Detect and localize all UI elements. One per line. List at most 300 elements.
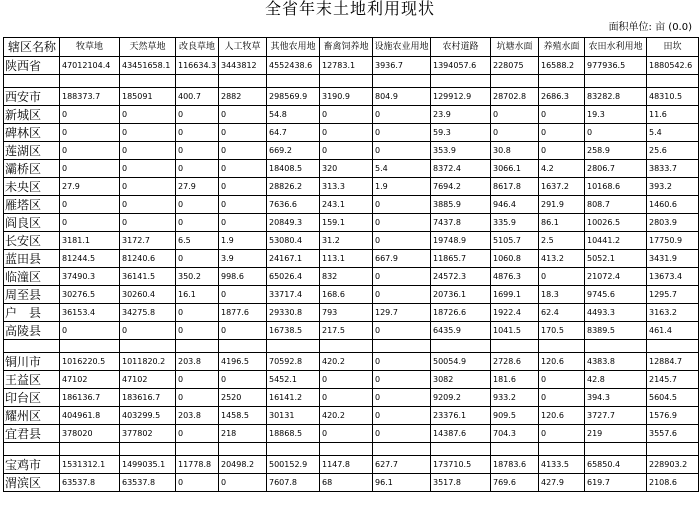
- table-row: [4, 371, 699, 389]
- value-cell: 7694.2: [431, 178, 491, 196]
- value-cell: 11778.8: [176, 456, 219, 474]
- empty-cell: [320, 340, 373, 353]
- value-cell: 16588.2: [539, 57, 585, 75]
- value-cell: 0: [539, 268, 585, 286]
- region-name-cell: 印台区: [4, 389, 60, 407]
- value-cell: 704.3: [491, 425, 539, 443]
- value-cell: 3.9: [219, 250, 267, 268]
- value-cell: 0: [176, 160, 219, 178]
- value-cell: 11865.7: [431, 250, 491, 268]
- value-cell: 0: [60, 124, 120, 142]
- value-cell: 81240.6: [120, 250, 176, 268]
- value-cell: 0: [373, 142, 431, 160]
- value-cell: 18408.5: [267, 160, 320, 178]
- value-cell: 298569.9: [267, 88, 320, 106]
- empty-cell: [539, 75, 585, 88]
- value-cell: 83282.8: [585, 88, 647, 106]
- value-cell: 129.7: [373, 304, 431, 322]
- value-cell: 5052.1: [585, 250, 647, 268]
- region-name-cell: 陕西省: [4, 57, 60, 75]
- value-cell: 50054.9: [431, 353, 491, 371]
- value-cell: 68: [320, 474, 373, 492]
- value-cell: 998.6: [219, 268, 267, 286]
- value-cell: 0: [585, 124, 647, 142]
- value-cell: 0: [539, 106, 585, 124]
- value-cell: 420.2: [320, 353, 373, 371]
- empty-cell: [539, 340, 585, 353]
- value-cell: 170.5: [539, 322, 585, 340]
- value-cell: 29330.8: [267, 304, 320, 322]
- table-row: [4, 142, 699, 160]
- value-cell: 0: [219, 322, 267, 340]
- value-cell: 413.2: [539, 250, 585, 268]
- region-name-cell: 蓝田县: [4, 250, 60, 268]
- value-cell: 0: [373, 124, 431, 142]
- column-header: 改良草地: [176, 38, 219, 57]
- value-cell: 0: [373, 106, 431, 124]
- value-cell: 3833.7: [647, 160, 699, 178]
- value-cell: 12783.1: [320, 57, 373, 75]
- page-title: 全省年末土地利用现状: [264, 0, 435, 18]
- value-cell: 21072.4: [585, 268, 647, 286]
- region-name-cell: 新城区: [4, 106, 60, 124]
- value-cell: 378020: [60, 425, 120, 443]
- column-header: 田坎: [647, 38, 699, 57]
- empty-cell: [491, 75, 539, 88]
- value-cell: 10441.2: [585, 232, 647, 250]
- value-cell: 37490.3: [60, 268, 120, 286]
- value-cell: 0: [219, 178, 267, 196]
- value-cell: 1460.6: [647, 196, 699, 214]
- value-cell: 2.5: [539, 232, 585, 250]
- value-cell: 0: [60, 322, 120, 340]
- value-cell: 0: [320, 106, 373, 124]
- value-cell: 769.6: [491, 474, 539, 492]
- value-cell: 667.9: [373, 250, 431, 268]
- value-cell: 30276.5: [60, 286, 120, 304]
- value-cell: 0: [219, 124, 267, 142]
- column-header: 农村道路: [431, 38, 491, 57]
- value-cell: 59.3: [431, 124, 491, 142]
- empty-cell: [219, 443, 267, 456]
- value-cell: 0: [320, 425, 373, 443]
- value-cell: 1.9: [373, 178, 431, 196]
- value-cell: 1.9: [219, 232, 267, 250]
- value-cell: 19748.9: [431, 232, 491, 250]
- value-cell: 350.2: [176, 268, 219, 286]
- value-cell: 909.5: [491, 407, 539, 425]
- value-cell: 81244.5: [60, 250, 120, 268]
- value-cell: 793: [320, 304, 373, 322]
- value-cell: 0: [176, 371, 219, 389]
- value-cell: 30260.4: [120, 286, 176, 304]
- value-cell: 31.2: [320, 232, 373, 250]
- value-cell: 18.3: [539, 286, 585, 304]
- value-cell: 17750.9: [647, 232, 699, 250]
- value-cell: 353.9: [431, 142, 491, 160]
- value-cell: 0: [176, 304, 219, 322]
- value-cell: 1637.2: [539, 178, 585, 196]
- value-cell: 8389.5: [585, 322, 647, 340]
- value-cell: 116634.3: [176, 57, 219, 75]
- value-cell: 0: [219, 106, 267, 124]
- value-cell: 30.8: [491, 142, 539, 160]
- empty-cell: [647, 340, 699, 353]
- value-cell: 0: [491, 106, 539, 124]
- value-cell: 1458.5: [219, 407, 267, 425]
- value-cell: 203.8: [176, 407, 219, 425]
- value-cell: 4133.5: [539, 456, 585, 474]
- value-cell: 120.6: [539, 353, 585, 371]
- empty-cell: [4, 75, 60, 88]
- value-cell: 0: [120, 322, 176, 340]
- table-body: [4, 57, 699, 492]
- empty-cell: [431, 340, 491, 353]
- value-cell: 1576.9: [647, 407, 699, 425]
- spacer-row: [4, 75, 699, 88]
- value-cell: 0: [320, 371, 373, 389]
- value-cell: 2803.9: [647, 214, 699, 232]
- value-cell: 42.8: [585, 371, 647, 389]
- value-cell: 3163.2: [647, 304, 699, 322]
- empty-cell: [120, 340, 176, 353]
- value-cell: 3066.1: [491, 160, 539, 178]
- empty-cell: [373, 75, 431, 88]
- empty-cell: [585, 443, 647, 456]
- value-cell: 185091: [120, 88, 176, 106]
- value-cell: 0: [60, 142, 120, 160]
- header-row: [4, 38, 699, 57]
- value-cell: 0: [176, 474, 219, 492]
- value-cell: 313.3: [320, 178, 373, 196]
- empty-cell: [4, 340, 60, 353]
- region-name-cell: 灞桥区: [4, 160, 60, 178]
- value-cell: 0: [120, 106, 176, 124]
- value-cell: 228903.2: [647, 456, 699, 474]
- value-cell: 2806.7: [585, 160, 647, 178]
- value-cell: 1147.8: [320, 456, 373, 474]
- table-row: [4, 124, 699, 142]
- value-cell: 7437.8: [431, 214, 491, 232]
- value-cell: 0: [176, 196, 219, 214]
- value-cell: 243.1: [320, 196, 373, 214]
- value-cell: 173710.5: [431, 456, 491, 474]
- region-name-cell: 长安区: [4, 232, 60, 250]
- region-name-cell: 莲湖区: [4, 142, 60, 160]
- region-name-cell: 高陵县: [4, 322, 60, 340]
- value-cell: 62.4: [539, 304, 585, 322]
- value-cell: 0: [219, 196, 267, 214]
- value-cell: 168.6: [320, 286, 373, 304]
- value-cell: 0: [176, 124, 219, 142]
- value-cell: 30131: [267, 407, 320, 425]
- value-cell: 0: [60, 214, 120, 232]
- column-header: 辖区名称: [4, 38, 60, 57]
- value-cell: 53080.4: [267, 232, 320, 250]
- spacer-row: [4, 340, 699, 353]
- table-row: [4, 425, 699, 443]
- empty-cell: [373, 340, 431, 353]
- value-cell: 0: [120, 178, 176, 196]
- value-cell: 9209.2: [431, 389, 491, 407]
- value-cell: 120.6: [539, 407, 585, 425]
- empty-cell: [219, 75, 267, 88]
- value-cell: 0: [320, 142, 373, 160]
- region-name-cell: 耀州区: [4, 407, 60, 425]
- region-name-cell: 周至县: [4, 286, 60, 304]
- empty-cell: [267, 75, 320, 88]
- value-cell: 43451658.1: [120, 57, 176, 75]
- spacer-row: [4, 443, 699, 456]
- value-cell: 0: [539, 389, 585, 407]
- value-cell: 3936.7: [373, 57, 431, 75]
- value-cell: 0: [539, 142, 585, 160]
- value-cell: 28702.8: [491, 88, 539, 106]
- value-cell: 3557.6: [647, 425, 699, 443]
- value-cell: 5452.1: [267, 371, 320, 389]
- region-name-cell: 碑林区: [4, 124, 60, 142]
- value-cell: 16738.5: [267, 322, 320, 340]
- empty-cell: [585, 75, 647, 88]
- column-header: 坑塘水面: [491, 38, 539, 57]
- value-cell: 335.9: [491, 214, 539, 232]
- value-cell: 0: [373, 214, 431, 232]
- column-header: 畜禽饲养地: [320, 38, 373, 57]
- value-cell: 219: [585, 425, 647, 443]
- column-header: 设施农业用地: [373, 38, 431, 57]
- value-cell: 3727.7: [585, 407, 647, 425]
- value-cell: 0: [373, 407, 431, 425]
- value-cell: 4876.3: [491, 268, 539, 286]
- table-row: [4, 389, 699, 407]
- value-cell: 3181.1: [60, 232, 120, 250]
- value-cell: 420.2: [320, 407, 373, 425]
- value-cell: 8372.4: [431, 160, 491, 178]
- value-cell: 5105.7: [491, 232, 539, 250]
- value-cell: 27.9: [176, 178, 219, 196]
- value-cell: 977936.5: [585, 57, 647, 75]
- value-cell: 3172.7: [120, 232, 176, 250]
- value-cell: 0: [120, 124, 176, 142]
- value-cell: 427.9: [539, 474, 585, 492]
- value-cell: 377802: [120, 425, 176, 443]
- value-cell: 3443812: [219, 57, 267, 75]
- value-cell: 1922.4: [491, 304, 539, 322]
- value-cell: 48310.5: [647, 88, 699, 106]
- table-row: [4, 474, 699, 492]
- value-cell: 3517.8: [431, 474, 491, 492]
- value-cell: 1877.6: [219, 304, 267, 322]
- value-cell: 1499035.1: [120, 456, 176, 474]
- value-cell: 500152.9: [267, 456, 320, 474]
- value-cell: 18783.6: [491, 456, 539, 474]
- table-row: [4, 232, 699, 250]
- table-row: [4, 178, 699, 196]
- value-cell: 27.9: [60, 178, 120, 196]
- value-cell: 2108.6: [647, 474, 699, 492]
- value-cell: 3885.9: [431, 196, 491, 214]
- value-cell: 804.9: [373, 88, 431, 106]
- column-header: 其他农用地: [267, 38, 320, 57]
- value-cell: 5604.5: [647, 389, 699, 407]
- empty-cell: [219, 340, 267, 353]
- region-name-cell: 宝鸡市: [4, 456, 60, 474]
- value-cell: 1011820.2: [120, 353, 176, 371]
- column-header: 牧草地: [60, 38, 120, 57]
- region-name-cell: 阎良区: [4, 214, 60, 232]
- value-cell: 18868.5: [267, 425, 320, 443]
- value-cell: 0: [539, 124, 585, 142]
- value-cell: 54.8: [267, 106, 320, 124]
- value-cell: 2686.3: [539, 88, 585, 106]
- value-cell: 0: [320, 124, 373, 142]
- region-name-cell: 宜君县: [4, 425, 60, 443]
- empty-cell: [267, 443, 320, 456]
- empty-cell: [491, 340, 539, 353]
- region-name-cell: 未央区: [4, 178, 60, 196]
- value-cell: 2728.6: [491, 353, 539, 371]
- value-cell: 0: [373, 389, 431, 407]
- value-cell: 0: [176, 250, 219, 268]
- empty-cell: [491, 443, 539, 456]
- value-cell: 0: [373, 286, 431, 304]
- column-header: 人工牧草: [219, 38, 267, 57]
- region-name-cell: 西安市: [4, 88, 60, 106]
- value-cell: 5.4: [373, 160, 431, 178]
- value-cell: 218: [219, 425, 267, 443]
- value-cell: 8617.8: [491, 178, 539, 196]
- empty-cell: [431, 75, 491, 88]
- value-cell: 25.6: [647, 142, 699, 160]
- empty-cell: [267, 340, 320, 353]
- table-row: [4, 106, 699, 124]
- value-cell: 129912.9: [431, 88, 491, 106]
- value-cell: 1295.7: [647, 286, 699, 304]
- value-cell: 0: [539, 425, 585, 443]
- value-cell: 159.1: [320, 214, 373, 232]
- value-cell: 203.8: [176, 353, 219, 371]
- value-cell: 10026.5: [585, 214, 647, 232]
- table-row: [4, 268, 699, 286]
- value-cell: 320: [320, 160, 373, 178]
- empty-cell: [373, 443, 431, 456]
- value-cell: 70592.8: [267, 353, 320, 371]
- column-header: 天然草地: [120, 38, 176, 57]
- value-cell: 13673.4: [647, 268, 699, 286]
- value-cell: 186136.7: [60, 389, 120, 407]
- value-cell: 1531312.1: [60, 456, 120, 474]
- value-cell: 0: [176, 106, 219, 124]
- value-cell: 1394057.6: [431, 57, 491, 75]
- region-name-cell: 铜川市: [4, 353, 60, 371]
- region-name-cell: 雁塔区: [4, 196, 60, 214]
- value-cell: 0: [373, 371, 431, 389]
- empty-cell: [60, 340, 120, 353]
- value-cell: 19.3: [585, 106, 647, 124]
- value-cell: 24572.3: [431, 268, 491, 286]
- table-row: [4, 407, 699, 425]
- table-row: [4, 353, 699, 371]
- value-cell: 2145.7: [647, 371, 699, 389]
- value-cell: 188373.7: [60, 88, 120, 106]
- value-cell: 669.2: [267, 142, 320, 160]
- unit-label: 面积单位: 亩 (0.0): [608, 22, 692, 33]
- value-cell: 1699.1: [491, 286, 539, 304]
- table-row: [4, 160, 699, 178]
- land-use-table: [3, 37, 699, 492]
- value-cell: 33717.4: [267, 286, 320, 304]
- region-name-cell: 王益区: [4, 371, 60, 389]
- value-cell: 217.5: [320, 322, 373, 340]
- empty-cell: [120, 443, 176, 456]
- value-cell: 10168.6: [585, 178, 647, 196]
- value-cell: 1041.5: [491, 322, 539, 340]
- column-header: 农田水利用地: [585, 38, 647, 57]
- value-cell: 808.7: [585, 196, 647, 214]
- value-cell: 2520: [219, 389, 267, 407]
- table-row: [4, 322, 699, 340]
- value-cell: 393.2: [647, 178, 699, 196]
- value-cell: 34275.8: [120, 304, 176, 322]
- value-cell: 4196.5: [219, 353, 267, 371]
- value-cell: 0: [320, 389, 373, 407]
- empty-cell: [60, 443, 120, 456]
- region-name-cell: 渭滨区: [4, 474, 60, 492]
- table-row: [4, 214, 699, 232]
- value-cell: 0: [219, 474, 267, 492]
- value-cell: 832: [320, 268, 373, 286]
- value-cell: 0: [176, 214, 219, 232]
- value-cell: 11.6: [647, 106, 699, 124]
- value-cell: 47102: [60, 371, 120, 389]
- empty-cell: [539, 443, 585, 456]
- column-header: 养殖水面: [539, 38, 585, 57]
- value-cell: 619.7: [585, 474, 647, 492]
- table-row: [4, 304, 699, 322]
- empty-cell: [320, 75, 373, 88]
- empty-cell: [585, 340, 647, 353]
- region-name-cell: 户 县: [4, 304, 60, 322]
- value-cell: 7607.8: [267, 474, 320, 492]
- value-cell: 12884.7: [647, 353, 699, 371]
- value-cell: 0: [219, 160, 267, 178]
- value-cell: 86.1: [539, 214, 585, 232]
- empty-cell: [4, 443, 60, 456]
- value-cell: 4.2: [539, 160, 585, 178]
- value-cell: 113.1: [320, 250, 373, 268]
- value-cell: 228075: [491, 57, 539, 75]
- value-cell: 3190.9: [320, 88, 373, 106]
- value-cell: 0: [373, 196, 431, 214]
- value-cell: 946.4: [491, 196, 539, 214]
- value-cell: 0: [373, 232, 431, 250]
- value-cell: 258.9: [585, 142, 647, 160]
- value-cell: 0: [539, 371, 585, 389]
- value-cell: 4383.8: [585, 353, 647, 371]
- value-cell: 7636.6: [267, 196, 320, 214]
- value-cell: 36141.5: [120, 268, 176, 286]
- value-cell: 23376.1: [431, 407, 491, 425]
- value-cell: 0: [60, 160, 120, 178]
- value-cell: 0: [120, 214, 176, 232]
- value-cell: 403299.5: [120, 407, 176, 425]
- value-cell: 0: [176, 322, 219, 340]
- value-cell: 2882: [219, 88, 267, 106]
- value-cell: 0: [176, 425, 219, 443]
- value-cell: 181.6: [491, 371, 539, 389]
- value-cell: 0: [176, 142, 219, 160]
- table-row: [4, 196, 699, 214]
